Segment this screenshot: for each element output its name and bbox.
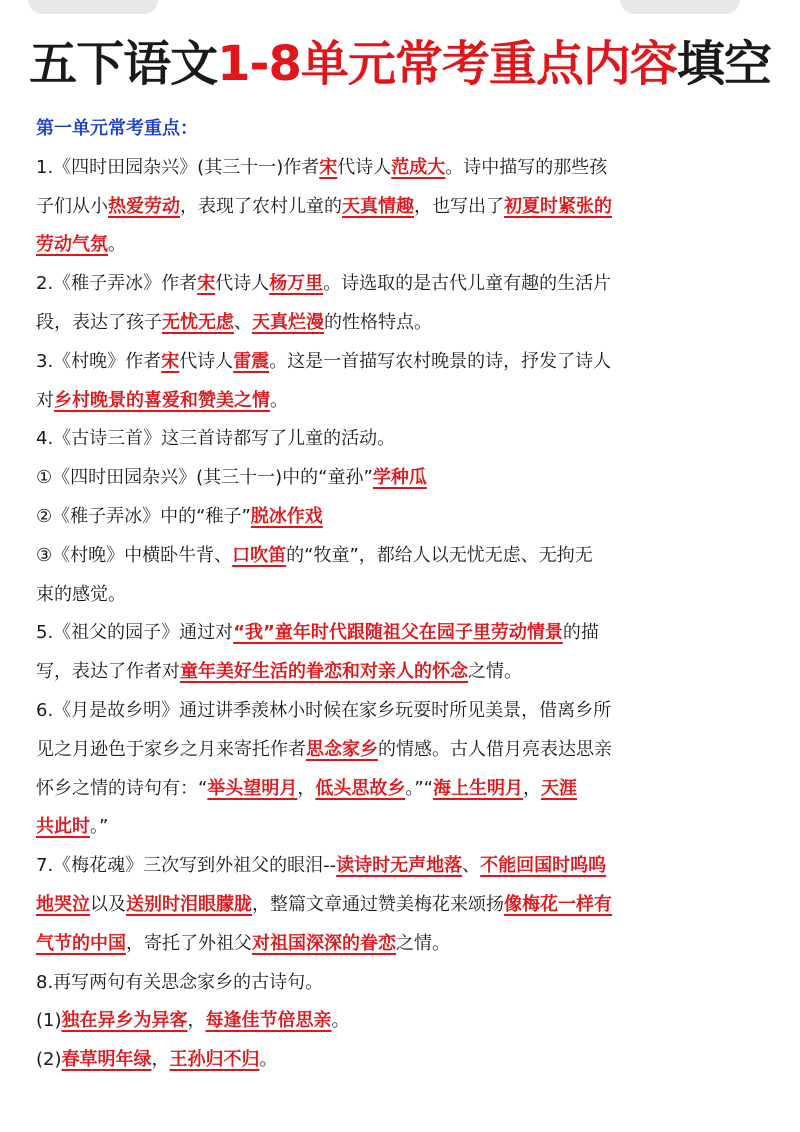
- text-segment: 。这是一首描写农村晚景的诗，抒发了诗人: [269, 350, 612, 372]
- text-line: [36, 692, 766, 731]
- text-line: [36, 304, 766, 343]
- text-segment: 束的感觉。: [36, 583, 126, 605]
- text-segment: 。: [108, 234, 126, 256]
- text-line: [36, 808, 766, 847]
- text-segment: ，表现了农村儿童的: [180, 195, 342, 217]
- text-line: [36, 1041, 766, 1080]
- text-segment: (1): [36, 1010, 62, 1032]
- text-line: [36, 537, 766, 576]
- text-line: [36, 653, 766, 692]
- answer-text: 宋: [319, 156, 338, 178]
- text-segment: ，: [187, 1010, 206, 1032]
- answer-text: 读诗时无声地落: [336, 855, 463, 877]
- answer-text: 口吹笛: [232, 544, 287, 566]
- text-segment: 6.《月是故乡明》通过讲季羡林小时候在家乡玩耍时所见美景，借离乡所: [36, 699, 612, 721]
- answer-text: 举头望明月: [207, 777, 298, 799]
- answer-text: 童年美好生活的眷恋和对亲人的怀念: [180, 661, 468, 683]
- text-segment: 。诗选取的是古代儿童有趣的生活片: [323, 273, 612, 295]
- text-segment: (2): [36, 1049, 62, 1071]
- answer-text: 王孙归不归: [169, 1049, 260, 1071]
- answer-text: 天真烂漫: [252, 311, 324, 333]
- top-edge-decoration: [620, 0, 740, 14]
- text-line: [36, 343, 766, 382]
- text-segment: 8.再写两句有关思念家乡的古诗句。: [36, 971, 324, 993]
- text-segment: 、: [462, 855, 481, 877]
- text-line: [36, 498, 766, 537]
- answer-text: 宋: [197, 273, 216, 295]
- text-segment: ，整篇文章通过赞美梅花来颂扬: [252, 893, 504, 915]
- answer-text: 宋: [161, 350, 180, 372]
- text-segment: 。: [259, 1049, 278, 1071]
- text-segment: 。”“: [405, 777, 433, 799]
- text-line: [36, 886, 766, 925]
- answer-text: 对祖国深深的眷恋: [252, 932, 396, 954]
- text-segment: 2.《稚子弄冰》作者: [36, 273, 198, 295]
- document-body: [36, 110, 766, 1080]
- text-segment: ①《四时田园杂兴》(其三十一)中的“童孙”: [36, 467, 373, 489]
- text-segment: ，: [151, 1049, 170, 1071]
- text-line: [36, 847, 766, 886]
- answer-text: 热爱劳动: [108, 195, 180, 217]
- answer-text: 乡村晚景的喜爱和赞美之情: [54, 389, 270, 411]
- top-edge-decoration: [28, 0, 158, 14]
- text-segment: ，: [297, 777, 316, 799]
- text-segment: 3.《村晚》作者: [36, 350, 162, 372]
- answer-text: 无忧无虑: [162, 311, 234, 333]
- answer-text: 学种瓜: [372, 467, 427, 489]
- answer-text: 送别时泪眼朦胧: [126, 893, 252, 915]
- text-line: [36, 265, 766, 304]
- text-segment: 代诗人: [337, 156, 392, 178]
- text-segment: ，也写出了: [414, 195, 504, 217]
- text-segment: 代诗人: [215, 273, 270, 295]
- text-segment: 的描: [562, 622, 599, 644]
- text-line: [36, 459, 766, 498]
- text-segment: 代诗人: [179, 350, 234, 372]
- text-segment: 。”: [90, 816, 109, 838]
- answer-text: 地哭泣: [36, 893, 90, 915]
- text-segment: 之情。: [468, 661, 522, 683]
- answer-text: 海上生明月: [432, 777, 523, 799]
- answer-text: 杨万里: [269, 273, 324, 295]
- text-segment: 5.《祖父的园子》通过对: [36, 622, 234, 644]
- text-line: [36, 925, 766, 964]
- answer-text: 独在异乡为异客: [61, 1010, 188, 1032]
- title-range: 1-8: [217, 36, 301, 92]
- text-segment: ②《稚子弄冰》中的“稚子”: [36, 505, 251, 527]
- title-suffix: 填空: [676, 36, 771, 92]
- text-segment: 的情感。古人借月亮表达思亲: [378, 738, 612, 760]
- text-line: [36, 576, 766, 615]
- text-segment: 以及: [90, 893, 126, 915]
- text-segment: ，: [522, 777, 541, 799]
- title-highlight: 单元常考重点内容: [300, 36, 677, 92]
- text-segment: 1.《四时田园杂兴》(其三十一)作者: [36, 156, 320, 178]
- text-segment: 。: [270, 389, 288, 411]
- page-title: [0, 32, 800, 96]
- answer-text: 思念家乡: [306, 738, 378, 760]
- text-segment: 段，表达了孩子: [36, 311, 162, 333]
- text-segment: ，寄托了外祖父: [126, 932, 252, 954]
- text-line: [36, 1002, 766, 1041]
- answer-text: 天真情趣: [342, 195, 414, 217]
- text-segment: 写，表达了作者对: [36, 661, 180, 683]
- text-line: [36, 614, 766, 653]
- text-segment: 的“牧童”，都给人以无忧无虑、无拘无: [286, 544, 593, 566]
- answer-text: 气节的中国: [36, 932, 126, 954]
- text-segment: 、: [234, 311, 252, 333]
- text-line: [36, 731, 766, 770]
- text-segment: 7.《梅花魂》三次写到外祖父的眼泪--: [36, 855, 337, 877]
- answer-text: 不能回国时呜呜: [480, 855, 607, 877]
- title-prefix: 五下语文: [29, 36, 218, 92]
- answer-text: “我”童年时代跟随祖父在园子里劳动情景: [233, 622, 563, 644]
- text-line: [36, 770, 766, 809]
- text-segment: 的性格特点。: [324, 311, 432, 333]
- text-line: [36, 420, 766, 459]
- answer-text: 天涯: [540, 777, 577, 799]
- text-segment: 。诗中描写的那些孩: [445, 156, 608, 178]
- text-segment: 子们从小: [36, 195, 108, 217]
- answer-text: 共此时: [36, 816, 90, 838]
- text-segment: 。: [331, 1010, 350, 1032]
- text-line: [36, 964, 766, 1003]
- answer-text: 脱冰作戏: [250, 505, 323, 527]
- answer-text: 初夏时紧张的: [504, 195, 612, 217]
- answer-text: 像梅花一样有: [504, 893, 612, 915]
- answer-text: 低头思故乡: [315, 777, 406, 799]
- text-line: [36, 382, 766, 421]
- text-segment: 4.《古诗三首》这三首诗都写了儿童的活动。: [36, 428, 396, 450]
- text-segment: 对: [36, 389, 54, 411]
- answer-text: 春草明年绿: [61, 1049, 152, 1071]
- text-segment: 之情。: [396, 932, 450, 954]
- text-line: [36, 226, 766, 265]
- text-segment: 怀乡之情的诗句有：“: [36, 777, 208, 799]
- answer-text: 每逢佳节倍思亲: [205, 1010, 332, 1032]
- text-line: [36, 149, 766, 188]
- section-heading: 第一单元常考重点：: [36, 118, 198, 139]
- answer-text: 雷震: [233, 350, 270, 372]
- text-segment: ③《村晚》中横卧牛背、: [36, 544, 233, 566]
- answer-text: 劳动气氛: [36, 234, 108, 256]
- answer-text: 范成大: [391, 156, 446, 178]
- text-segment: 见之月逊色于家乡之月来寄托作者: [36, 738, 306, 760]
- text-line: [36, 188, 766, 227]
